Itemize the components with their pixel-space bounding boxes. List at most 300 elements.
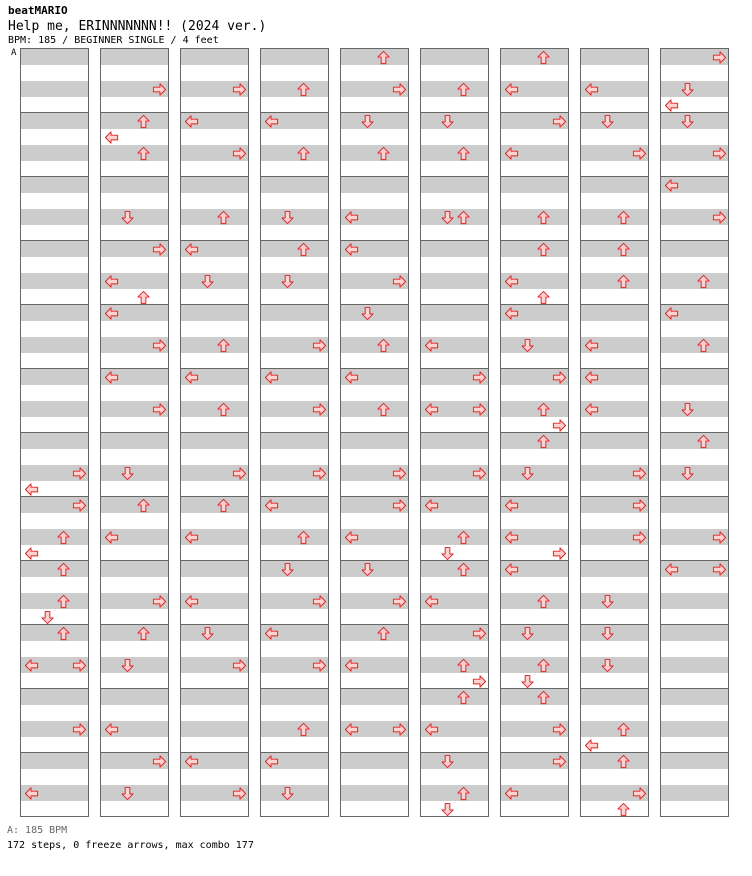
left-arrow-icon bbox=[264, 498, 279, 513]
measure-line bbox=[661, 752, 728, 753]
right-arrow-icon bbox=[552, 418, 567, 433]
right-arrow-icon bbox=[392, 82, 407, 97]
left-arrow-icon bbox=[424, 594, 439, 609]
measure-line bbox=[261, 240, 328, 241]
left-arrow-icon bbox=[24, 786, 39, 801]
left-arrow-icon bbox=[104, 530, 119, 545]
down-arrow-icon bbox=[120, 786, 135, 801]
beat-band bbox=[341, 625, 408, 641]
right-arrow-icon bbox=[392, 274, 407, 289]
up-arrow-icon bbox=[696, 338, 711, 353]
beat-band bbox=[21, 369, 88, 385]
chart-column bbox=[660, 48, 729, 817]
beat-band bbox=[501, 241, 568, 257]
beat-band bbox=[181, 209, 248, 225]
beat-band bbox=[261, 177, 328, 193]
measure-line bbox=[101, 688, 168, 689]
beat-band bbox=[581, 113, 648, 129]
beat-band bbox=[421, 273, 488, 289]
chart-column bbox=[420, 48, 489, 817]
chart-column bbox=[20, 48, 89, 817]
beat-band bbox=[341, 689, 408, 705]
chart-column bbox=[340, 48, 409, 817]
right-arrow-icon bbox=[392, 466, 407, 481]
left-arrow-icon bbox=[24, 482, 39, 497]
left-arrow-icon bbox=[264, 114, 279, 129]
beat-band bbox=[661, 721, 728, 737]
left-arrow-icon bbox=[664, 98, 679, 113]
up-arrow-icon bbox=[56, 530, 71, 545]
beat-band bbox=[101, 49, 168, 65]
right-arrow-icon bbox=[312, 594, 327, 609]
right-arrow-icon bbox=[712, 146, 727, 161]
left-arrow-icon bbox=[504, 274, 519, 289]
measure-line bbox=[421, 752, 488, 753]
measure-line bbox=[101, 496, 168, 497]
measure-line bbox=[21, 176, 88, 177]
beat-band bbox=[181, 433, 248, 449]
measure-line bbox=[661, 624, 728, 625]
left-arrow-icon bbox=[104, 370, 119, 385]
measure-line bbox=[421, 176, 488, 177]
left-arrow-icon bbox=[184, 530, 199, 545]
right-arrow-icon bbox=[312, 338, 327, 353]
beat-band bbox=[581, 49, 648, 65]
left-arrow-icon bbox=[504, 530, 519, 545]
left-arrow-icon bbox=[184, 754, 199, 769]
beat-band bbox=[341, 753, 408, 769]
beat-band bbox=[101, 689, 168, 705]
beat-band bbox=[501, 657, 568, 673]
right-arrow-icon bbox=[392, 498, 407, 513]
right-arrow-icon bbox=[472, 370, 487, 385]
measure-line bbox=[181, 432, 248, 433]
measure-line bbox=[581, 688, 648, 689]
measure-line bbox=[341, 304, 408, 305]
up-arrow-icon bbox=[616, 802, 631, 817]
down-arrow-icon bbox=[600, 658, 615, 673]
beat-band bbox=[581, 305, 648, 321]
up-arrow-icon bbox=[536, 658, 551, 673]
right-arrow-icon bbox=[232, 466, 247, 481]
measure-line bbox=[341, 624, 408, 625]
right-arrow-icon bbox=[712, 210, 727, 225]
up-arrow-icon bbox=[456, 658, 471, 673]
measure-line bbox=[261, 432, 328, 433]
up-arrow-icon bbox=[536, 402, 551, 417]
down-arrow-icon bbox=[280, 562, 295, 577]
down-arrow-icon bbox=[520, 674, 535, 689]
up-arrow-icon bbox=[456, 562, 471, 577]
beat-band bbox=[501, 209, 568, 225]
down-arrow-icon bbox=[200, 274, 215, 289]
up-arrow-icon bbox=[216, 498, 231, 513]
beat-band bbox=[261, 721, 328, 737]
up-arrow-icon bbox=[56, 562, 71, 577]
beat-band bbox=[101, 657, 168, 673]
up-arrow-icon bbox=[536, 290, 551, 305]
measure-line bbox=[581, 432, 648, 433]
beat-band bbox=[661, 81, 728, 97]
measure-line bbox=[181, 688, 248, 689]
beat-band bbox=[661, 433, 728, 449]
beat-band bbox=[501, 689, 568, 705]
beat-band bbox=[261, 209, 328, 225]
down-arrow-icon bbox=[280, 274, 295, 289]
up-arrow-icon bbox=[216, 338, 231, 353]
beat-band bbox=[21, 689, 88, 705]
beat-band bbox=[501, 49, 568, 65]
beat-band bbox=[261, 81, 328, 97]
down-arrow-icon bbox=[520, 626, 535, 641]
beat-band bbox=[261, 49, 328, 65]
down-arrow-icon bbox=[680, 466, 695, 481]
measure-line bbox=[501, 240, 568, 241]
measure-line bbox=[661, 368, 728, 369]
chart-info: BPM: 185 / BEGINNER SINGLE / 4 feet bbox=[8, 35, 219, 46]
beat-band bbox=[21, 177, 88, 193]
measure-line bbox=[21, 624, 88, 625]
up-arrow-icon bbox=[456, 530, 471, 545]
beat-band bbox=[581, 561, 648, 577]
up-arrow-icon bbox=[376, 626, 391, 641]
beat-band bbox=[21, 145, 88, 161]
right-arrow-icon bbox=[552, 754, 567, 769]
beat-band bbox=[581, 721, 648, 737]
left-arrow-icon bbox=[104, 130, 119, 145]
left-arrow-icon bbox=[184, 594, 199, 609]
up-arrow-icon bbox=[136, 146, 151, 161]
measure-line bbox=[421, 112, 488, 113]
beat-band bbox=[501, 625, 568, 641]
beat-band bbox=[341, 433, 408, 449]
beat-band bbox=[421, 113, 488, 129]
down-arrow-icon bbox=[600, 594, 615, 609]
measure-line bbox=[21, 432, 88, 433]
beat-band bbox=[101, 465, 168, 481]
up-arrow-icon bbox=[376, 402, 391, 417]
left-arrow-icon bbox=[344, 658, 359, 673]
right-arrow-icon bbox=[392, 722, 407, 737]
beat-band bbox=[421, 209, 488, 225]
left-arrow-icon bbox=[504, 306, 519, 321]
beat-band bbox=[341, 49, 408, 65]
up-arrow-icon bbox=[456, 82, 471, 97]
beat-band bbox=[101, 113, 168, 129]
measure-line bbox=[261, 688, 328, 689]
up-arrow-icon bbox=[456, 146, 471, 161]
down-arrow-icon bbox=[360, 562, 375, 577]
up-arrow-icon bbox=[616, 242, 631, 257]
right-arrow-icon bbox=[472, 674, 487, 689]
beat-band bbox=[581, 209, 648, 225]
down-arrow-icon bbox=[440, 754, 455, 769]
down-arrow-icon bbox=[360, 306, 375, 321]
beat-band bbox=[101, 145, 168, 161]
beat-band bbox=[661, 625, 728, 641]
up-arrow-icon bbox=[536, 210, 551, 225]
beat-band bbox=[21, 561, 88, 577]
beat-band bbox=[421, 81, 488, 97]
right-arrow-icon bbox=[472, 626, 487, 641]
chart-column bbox=[260, 48, 329, 817]
right-arrow-icon bbox=[152, 82, 167, 97]
measure-line bbox=[581, 560, 648, 561]
left-arrow-icon bbox=[184, 242, 199, 257]
right-arrow-icon bbox=[232, 786, 247, 801]
beat-band bbox=[581, 689, 648, 705]
measure-line bbox=[341, 112, 408, 113]
down-arrow-icon bbox=[680, 114, 695, 129]
beat-band bbox=[661, 657, 728, 673]
left-arrow-icon bbox=[584, 402, 599, 417]
down-arrow-icon bbox=[680, 82, 695, 97]
beat-band bbox=[341, 337, 408, 353]
down-arrow-icon bbox=[680, 402, 695, 417]
beat-band bbox=[661, 401, 728, 417]
left-arrow-icon bbox=[344, 210, 359, 225]
up-arrow-icon bbox=[536, 50, 551, 65]
up-arrow-icon bbox=[616, 722, 631, 737]
beat-band bbox=[581, 753, 648, 769]
right-arrow-icon bbox=[232, 146, 247, 161]
right-arrow-icon bbox=[72, 722, 87, 737]
measure-line bbox=[21, 368, 88, 369]
left-arrow-icon bbox=[504, 786, 519, 801]
up-arrow-icon bbox=[56, 626, 71, 641]
beat-band bbox=[341, 177, 408, 193]
beat-band bbox=[341, 145, 408, 161]
beat-band bbox=[661, 113, 728, 129]
beat-band bbox=[421, 433, 488, 449]
chart-stats: 172 steps, 0 freeze arrows, max combo 177 bbox=[7, 840, 254, 851]
beat-band bbox=[421, 753, 488, 769]
beat-band bbox=[421, 657, 488, 673]
down-arrow-icon bbox=[440, 114, 455, 129]
down-arrow-icon bbox=[440, 210, 455, 225]
beat-band bbox=[421, 49, 488, 65]
beat-band bbox=[21, 593, 88, 609]
left-arrow-icon bbox=[584, 738, 599, 753]
up-arrow-icon bbox=[296, 82, 311, 97]
right-arrow-icon bbox=[632, 786, 647, 801]
up-arrow-icon bbox=[296, 242, 311, 257]
measure-line bbox=[421, 432, 488, 433]
right-arrow-icon bbox=[712, 562, 727, 577]
measure-line bbox=[101, 432, 168, 433]
measure-line bbox=[341, 688, 408, 689]
left-arrow-icon bbox=[344, 242, 359, 257]
beat-band bbox=[181, 273, 248, 289]
beat-band bbox=[661, 241, 728, 257]
down-arrow-icon bbox=[40, 610, 55, 625]
beat-band bbox=[101, 497, 168, 513]
beat-band bbox=[261, 529, 328, 545]
right-arrow-icon bbox=[152, 754, 167, 769]
beat-band bbox=[21, 401, 88, 417]
beat-band bbox=[341, 785, 408, 801]
down-arrow-icon bbox=[280, 786, 295, 801]
measure-line bbox=[261, 176, 328, 177]
right-arrow-icon bbox=[712, 50, 727, 65]
beat-band bbox=[661, 593, 728, 609]
chart-title: Help me, ERINNNNNNN!! (2024 ver.) bbox=[8, 19, 267, 34]
up-arrow-icon bbox=[456, 786, 471, 801]
up-arrow-icon bbox=[536, 594, 551, 609]
right-arrow-icon bbox=[552, 370, 567, 385]
measure-line bbox=[181, 624, 248, 625]
measure-line bbox=[21, 304, 88, 305]
right-arrow-icon bbox=[232, 82, 247, 97]
right-arrow-icon bbox=[72, 658, 87, 673]
right-arrow-icon bbox=[712, 530, 727, 545]
beat-band bbox=[21, 81, 88, 97]
beat-band bbox=[581, 625, 648, 641]
beat-band bbox=[501, 337, 568, 353]
up-arrow-icon bbox=[136, 114, 151, 129]
right-arrow-icon bbox=[72, 466, 87, 481]
beat-band bbox=[181, 401, 248, 417]
measure-line bbox=[501, 624, 568, 625]
beat-band bbox=[661, 497, 728, 513]
beat-band bbox=[501, 177, 568, 193]
down-arrow-icon bbox=[280, 210, 295, 225]
up-arrow-icon bbox=[696, 274, 711, 289]
up-arrow-icon bbox=[136, 290, 151, 305]
beat-band bbox=[341, 113, 408, 129]
beat-band bbox=[661, 689, 728, 705]
down-arrow-icon bbox=[520, 338, 535, 353]
beat-band bbox=[21, 529, 88, 545]
left-arrow-icon bbox=[584, 370, 599, 385]
up-arrow-icon bbox=[296, 722, 311, 737]
beat-band bbox=[261, 689, 328, 705]
beat-band bbox=[261, 305, 328, 321]
measure-line bbox=[501, 688, 568, 689]
left-arrow-icon bbox=[664, 306, 679, 321]
measure-line bbox=[101, 624, 168, 625]
right-arrow-icon bbox=[632, 146, 647, 161]
left-arrow-icon bbox=[104, 722, 119, 737]
beat-band bbox=[661, 753, 728, 769]
down-arrow-icon bbox=[600, 626, 615, 641]
left-arrow-icon bbox=[664, 178, 679, 193]
beat-band bbox=[21, 433, 88, 449]
measure-line bbox=[101, 176, 168, 177]
measure-line bbox=[581, 112, 648, 113]
down-arrow-icon bbox=[200, 626, 215, 641]
up-arrow-icon bbox=[616, 754, 631, 769]
beat-band bbox=[21, 753, 88, 769]
beat-band bbox=[181, 177, 248, 193]
beat-band bbox=[661, 273, 728, 289]
right-arrow-icon bbox=[72, 498, 87, 513]
beat-band bbox=[21, 241, 88, 257]
beat-band bbox=[21, 625, 88, 641]
up-arrow-icon bbox=[136, 626, 151, 641]
right-arrow-icon bbox=[152, 242, 167, 257]
beat-band bbox=[421, 305, 488, 321]
measure-line bbox=[21, 240, 88, 241]
up-arrow-icon bbox=[456, 210, 471, 225]
left-arrow-icon bbox=[184, 370, 199, 385]
left-arrow-icon bbox=[104, 274, 119, 289]
beat-band bbox=[21, 49, 88, 65]
down-arrow-icon bbox=[600, 114, 615, 129]
beat-band bbox=[341, 305, 408, 321]
beat-band bbox=[421, 241, 488, 257]
beat-band bbox=[341, 401, 408, 417]
right-arrow-icon bbox=[632, 530, 647, 545]
up-arrow-icon bbox=[216, 402, 231, 417]
up-arrow-icon bbox=[456, 690, 471, 705]
artist-name: beatMARIO bbox=[8, 4, 68, 17]
measure-line bbox=[661, 432, 728, 433]
right-arrow-icon bbox=[152, 338, 167, 353]
left-arrow-icon bbox=[344, 530, 359, 545]
measure-line bbox=[21, 112, 88, 113]
beat-band bbox=[181, 561, 248, 577]
left-arrow-icon bbox=[424, 722, 439, 737]
right-arrow-icon bbox=[392, 594, 407, 609]
down-arrow-icon bbox=[360, 114, 375, 129]
beat-band bbox=[661, 337, 728, 353]
up-arrow-icon bbox=[296, 146, 311, 161]
beat-band bbox=[21, 273, 88, 289]
measure-line bbox=[181, 176, 248, 177]
beat-band bbox=[101, 625, 168, 641]
chart-column bbox=[100, 48, 169, 817]
measure-line bbox=[261, 304, 328, 305]
beat-band bbox=[581, 593, 648, 609]
beat-band bbox=[181, 337, 248, 353]
beat-band bbox=[101, 561, 168, 577]
beat-band bbox=[261, 241, 328, 257]
right-arrow-icon bbox=[552, 546, 567, 561]
beat-band bbox=[261, 433, 328, 449]
beat-band bbox=[181, 689, 248, 705]
measure-line bbox=[21, 752, 88, 753]
beat-band bbox=[581, 433, 648, 449]
right-arrow-icon bbox=[552, 722, 567, 737]
left-arrow-icon bbox=[24, 546, 39, 561]
right-arrow-icon bbox=[152, 594, 167, 609]
beat-band bbox=[421, 785, 488, 801]
up-arrow-icon bbox=[696, 434, 711, 449]
down-arrow-icon bbox=[120, 210, 135, 225]
beat-band bbox=[421, 529, 488, 545]
beat-band bbox=[261, 561, 328, 577]
beat-band bbox=[501, 401, 568, 417]
measure-line bbox=[581, 304, 648, 305]
beat-band bbox=[501, 465, 568, 481]
beat-band bbox=[261, 785, 328, 801]
beat-band bbox=[661, 465, 728, 481]
beat-band bbox=[581, 657, 648, 673]
beat-band bbox=[421, 177, 488, 193]
measure-line bbox=[341, 752, 408, 753]
up-arrow-icon bbox=[136, 498, 151, 513]
left-arrow-icon bbox=[504, 82, 519, 97]
right-arrow-icon bbox=[232, 658, 247, 673]
beat-band bbox=[501, 593, 568, 609]
up-arrow-icon bbox=[376, 146, 391, 161]
up-arrow-icon bbox=[616, 210, 631, 225]
left-arrow-icon bbox=[584, 338, 599, 353]
measure-line bbox=[421, 304, 488, 305]
down-arrow-icon bbox=[440, 802, 455, 817]
left-arrow-icon bbox=[504, 562, 519, 577]
